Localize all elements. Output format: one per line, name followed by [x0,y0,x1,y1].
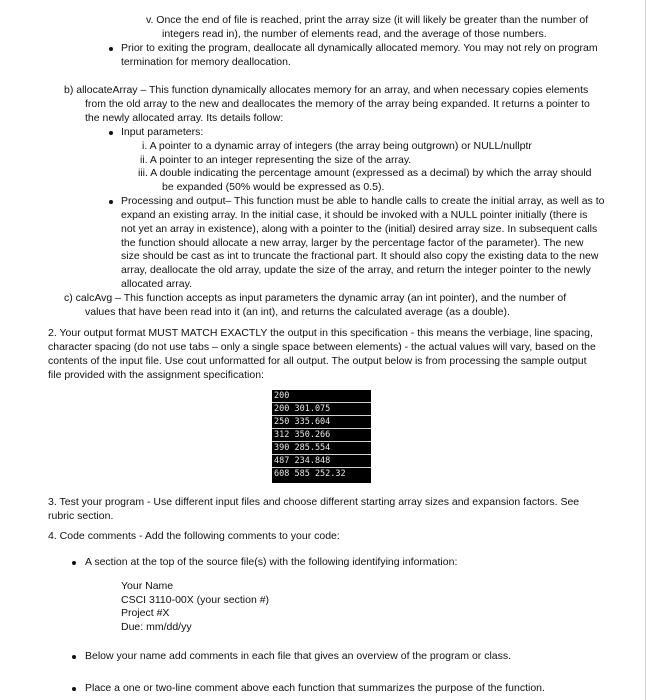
text-line: from the old array to the new and deallocates the memory of the array being expanded. It returns a pointer to [85,98,590,110]
bullet-dot [109,200,113,204]
text-line: Due: mm/dd/yy [121,621,192,633]
text-line: size should be cast as int to truncate the fractional part. It should also copy the existing data to the new [121,250,599,262]
text-line: iii. A double indicating the percentage amount (expressed as a decimal) by which the array should [138,167,592,179]
bullet-dot [109,131,113,135]
text-line: rubric section. [48,510,114,522]
text-line: Project #X [121,607,170,619]
text-line: Processing and output– This function must be able to handle calls to create the initial array, as well as to [121,195,605,207]
text-line: character spacing (do not use tabs – only a single space between elements) - the actual values will vary, based on the [48,341,596,353]
text-line: c) calcAvg – This function accepts as input parameters the dynamic array (an int pointer), and the number of [64,292,567,304]
text-line: 2. Your output format MUST MATCH EXACTLY the output in this specification - this means the verbiage, line spacing, [48,327,593,339]
text-line: i. A pointer to a dynamic array of integers (the array being outgrown) or NULL/nullptr [142,140,532,152]
text-line: Prior to exiting the program, deallocate all dynamically allocated memory. You may not rely on program [121,42,598,54]
text-line: be expanded (50% would be expressed as 0.5). [162,181,385,193]
bullet-dot [72,655,76,659]
text-line: ii. A pointer to an integer representing the size of the array. [140,154,412,166]
text-line: not yet an array in existence), along with a pointer to the (initial) desired array size. In subsequent calls [121,223,598,235]
console-line: 390 285.554 [274,443,331,453]
bullet-dot [109,47,113,51]
text-line: 3. Test your program - Use different input files and choose different starting array sizes and expansion factors. See [48,496,580,508]
console-line: 200 301.075 [274,404,331,414]
text-line: b) allocateArray – This function dynamically allocates memory for an array, and when necessary copies elements [64,84,589,96]
text-line: values that have been read into it (an int), and returns the calculated average (as a double). [85,306,510,318]
text-line: the function should allocate a new array, larger by the percentage factor of the parameter). The new [121,237,584,249]
text-line: termination for memory deallocation. [121,56,291,68]
bullet-dot [72,561,76,565]
text-line: v. Once the end of file is reached, print the array size (it will likely be greater than the number of [146,14,589,26]
text-line: Input parameters: [121,126,204,138]
console-line: 312 350.266 [274,430,331,440]
text-line: A section at the top of the source file(s) with the following identifying information: [85,556,458,568]
text-line: 4. Code comments - Add the following comments to your code: [48,530,340,542]
text-line: Below your name add comments in each file that gives an overview of the program or class. [85,650,512,662]
text-line: contents of the input file. Use cout unformatted for all output. The output below is from processing the sample output [48,355,587,367]
text-line: integers read in), the number of elements read, and the average of those numbers. [162,28,547,40]
text-line: CSCI 3110-00X (your section #) [121,594,270,606]
text-line: expand an existing array. In the initial case, it should be invoked with a NULL pointer initially (there is [121,209,588,221]
console-line: 608 585 252.32 [274,469,346,479]
text-line: allocated array. [121,278,193,290]
console-output [272,390,371,483]
text-line: array, deallocate the old array, update the size of the array, and return the integer pointer to the newly [121,264,591,276]
text-line: Your Name [121,580,174,592]
text-line: the newly allocated array. Its details follow: [85,112,284,124]
console-line: 250 335.604 [274,417,331,427]
console-line: 200 [274,391,290,401]
bullet-dot [72,687,76,691]
console-line: 487 234.848 [274,456,331,466]
text-line: Place a one or two-line comment above each function that summarizes the purpose of the function. [85,682,545,694]
text-line: file provided with the assignment specification: [48,369,264,381]
